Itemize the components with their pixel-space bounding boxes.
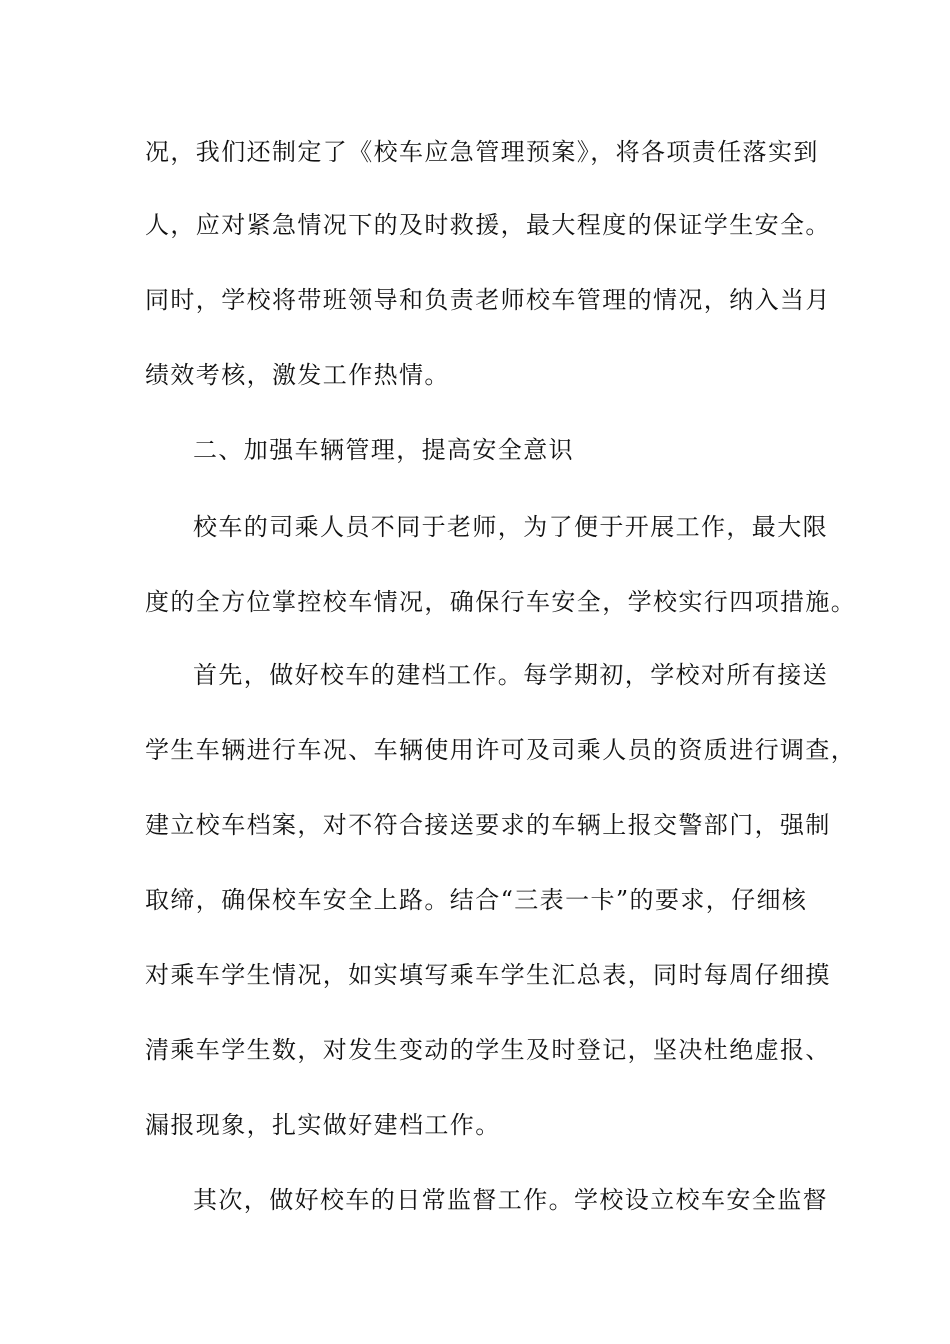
text-line: 对乘车学生情况，如实填写乘车学生汇总表，同时每周仔细摸	[145, 961, 831, 989]
text-line: 同时，学校将带班领导和负责老师校车管理的情况，纳入当月	[145, 286, 831, 314]
text-line: 漏报现象，扎实做好建档工作。	[145, 1111, 501, 1139]
text-line: 清乘车学生数，对发生变动的学生及时登记，坚决杜绝虚报、	[145, 1036, 831, 1064]
text-line: 绩效考核，激发工作热情。	[145, 361, 450, 389]
text-line: 其次，做好校车的日常监督工作。学校设立校车安全监督	[193, 1186, 828, 1214]
text-line: 建立校车档案，对不符合接送要求的车辆上报交警部门，强制	[145, 811, 831, 839]
text-line: 人，应对紧急情况下的及时救援，最大程度的保证学生安全。	[145, 211, 831, 239]
text-line: 况，我们还制定了《校车应急管理预案》，将各项责任落实到	[145, 138, 819, 166]
text-line: 学生车辆进行车况、车辆使用许可及司乘人员的资质进行调查，	[145, 736, 857, 764]
text-line: 度的全方位掌控校车情况，确保行车安全，学校实行四项措施。	[145, 588, 857, 616]
section-heading: 二、加强车辆管理，提高安全意识	[193, 436, 574, 464]
text-line: 校车的司乘人员不同于老师，为了便于开展工作，最大限	[193, 513, 828, 541]
text-line: 取缔，确保校车安全上路。结合“三表一卡”的要求，仔细核	[145, 886, 808, 914]
text-line: 首先，做好校车的建档工作。每学期初，学校对所有接送	[193, 661, 828, 689]
